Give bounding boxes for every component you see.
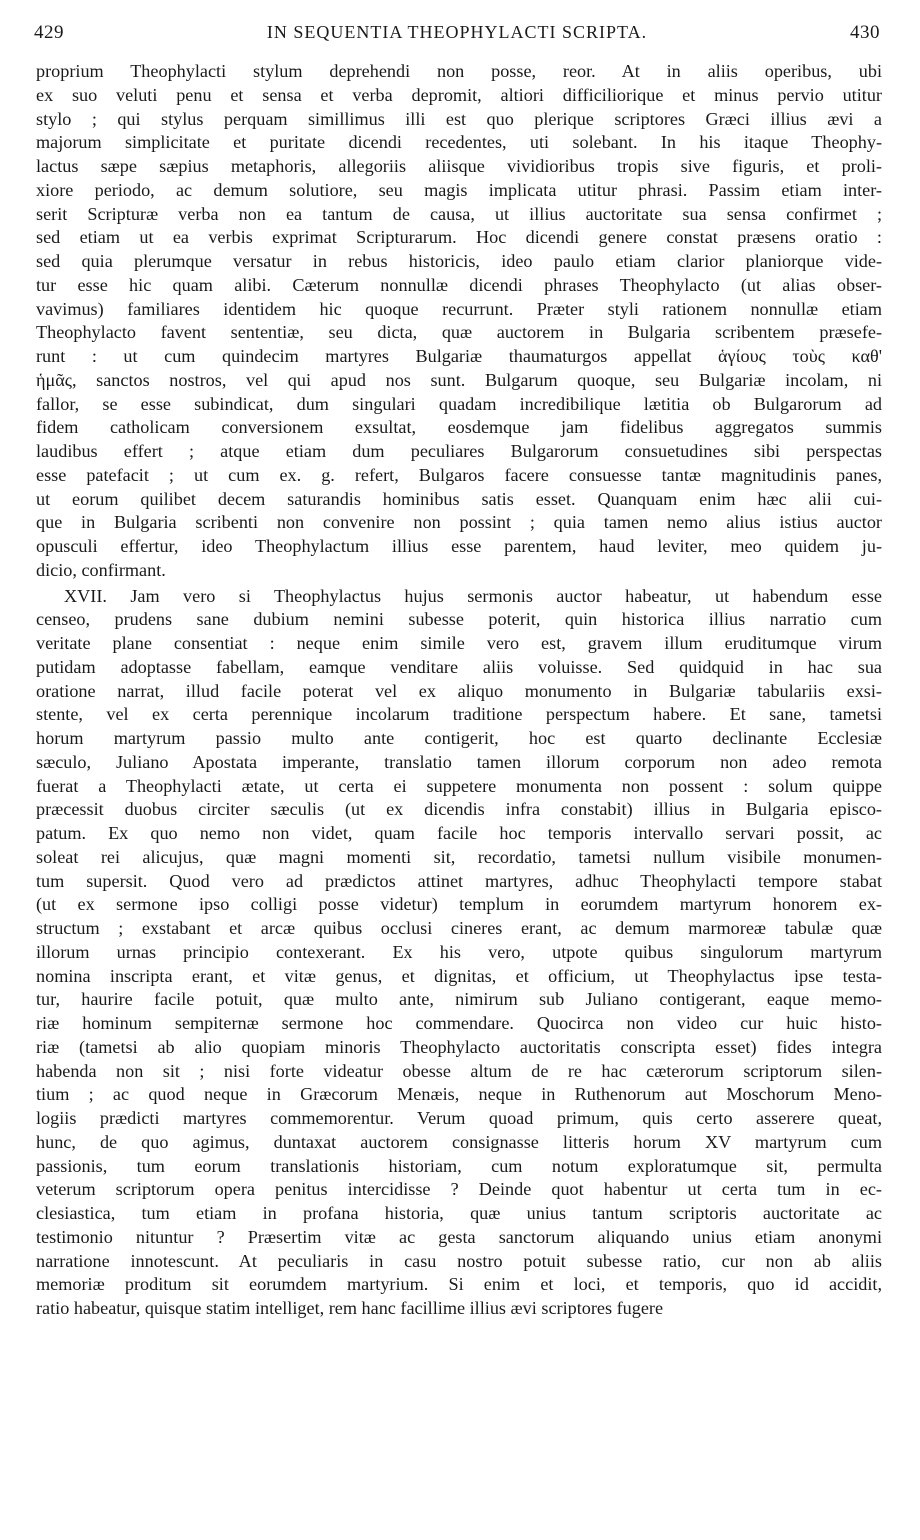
text-line: riæ hominum sempiternæ sermone hoc commendare. Quocirca non video cur huic histo- [36,1013,882,1033]
right-page-number: 430 [849,22,880,43]
text-line: patum. Ex quo nemo non videt, quam facile hoc temporis intervallo servari possit, ac [36,823,882,843]
text-line: ἡμᾶς, sanctos nostros, vel qui apud nos sunt. Bulgarum quoque, seu Bulgariæ incolam, ni [36,369,882,390]
text-line: runt : ut cum quindecim martyres Bulgariæ thaumaturgos appellat ἁγίους τοὺς καθ' [36,346,882,366]
text-line: narratione innotescunt. At peculiaris in casu nostro potuit subesse ratio, cur non ab aliis [36,1250,882,1271]
text-line: tur, haurire facile potuit, quæ multo ante, nimirum sub Juliano contigerant, eaque memo- [36,989,882,1010]
text-line: fuerat a Theophylacti ætate, ut certa ei suppetere monumenta non possent : solum quippe [36,775,882,796]
text-line: serit Scripturæ verba non ea tantum de causa, ut illius auctoritate sua sensa confirmet ; [36,203,882,224]
text-line: tur esse hic quam alibi. Cæterum nonnullæ dicendi phrases Theophylacto (ut alias obser- [36,274,882,295]
text-line: putidam adoptasse fabellam, eamque venditare aliis voluisse. Sed quidquid in hac sua [36,656,882,677]
text-line: laudibus effert ; atque etiam dum peculiares Bulgarorum consuetudines sibi perspectas [36,441,882,461]
text-line: testimonio nituntur ? Præsertim vitæ ac gesta sanctorum aliquando unius etiam anonymi [36,1226,882,1247]
text-line: tium ; ac quod neque in Græcorum Menæis, neque in Ruthenorum aut Moschorum Meno- [36,1084,882,1105]
text-line: ut eorum quilibet decem saturandis hominibus satis esset. Quanquam enim hæc alii cui- [36,488,882,509]
text-line: structum ; exstabant et arcæ quibus occlusi cineres erant, ac demum marmoreæ tabulæ quæ [36,918,882,938]
paragraph-1 [36,60,882,583]
text-line: illorum urnas principio contexerant. Ex his vero, utpote quibus singulorum martyrum [36,941,882,962]
text-line: XVII. Jam vero si Theophylactus hujus sermonis auctor habeatur, ut habendum esse [64,585,882,606]
text-line: proprium Theophylacti stylum deprehendi non posse, reor. At in aliis operibus, ubi [36,61,882,81]
text-line: veterum scriptorum opera penitus intercidisse ? Deinde quot habentur ut certa tum in ec- [36,1179,882,1200]
text-line: esse patefacit ; ut cum ex. g. refert, Bulgaros facere consuesse tantæ magnitudinis panes, [36,464,882,485]
text-line: xiore periodo, ac demum solutiore, seu magis implicata utitur phrasi. Passim etiam inter- [36,179,882,200]
running-header [34,22,880,52]
text-line: soleat rei alicujus, quæ magni momenti sit, recordatio, tametsi nullum visibile monumen- [36,846,882,867]
text-line: clesiastica, tum etiam in profana historia, quæ unius tantum scriptoris auctoritate ac [36,1203,882,1223]
text-line: sed quia plerumque versatur in rebus historicis, ideo paulo etiam clarior planiorque vide- [36,251,882,271]
text-line: fallor, se esse subindicat, dum singulari quadam incredibilique lætitia ob Bulgarorum ad [36,393,882,414]
text-line: præcessit duobus circiter sæculis (ut ex dicendis infra constabit) illius in Bulgaria episco- [36,799,882,820]
text-line: majorum simplicitate et puritate dicendi recedentes, uti solebant. In his itaque Theophy- [36,132,882,153]
text-line: sæculo, Juliano Apostata imperante, translatio tamen illorum corporum non adeo remota [36,751,882,772]
text-line: opusculi effertur, ideo Theophylactum illius esse parentem, haud leviter, meo quidem ju- [36,536,882,556]
text-line: censeo, prudens sane dubium nemini subesse poterit, quin historica illius narratio cum [36,609,882,630]
running-title: IN SEQUENTIA THEOPHYLACTI SCRIPTA. [266,22,648,42]
text-line: stente, vel ex certa perennique incolarum traditione perspectum habere. Et sane, tametsi [36,704,882,725]
left-page-number: 429 [34,22,64,43]
text-line: memoriæ proditum sit eorumdem martyrium. Si enim et loci, et temporis, quo id accidit, [36,1274,882,1295]
text-line: passionis, tum eorum translationis historiam, cum notum exploratumque sit, permulta [36,1155,882,1176]
text-line: fidem catholicam conversionem exsultat, eosdemque jam fidelibus aggregatos summis [36,417,882,438]
text-line: nomina inscripta erant, et vitæ genus, et dignitas, et officium, ut Theophylactus ipse testa- [36,965,882,986]
paragraph-2 [36,585,882,1321]
text-line: lactus sæpe sæpius metaphoris, allegoriis aliisque vividioribus tropis sive figuris, et proli- [36,156,882,176]
text-line: tum supersit. Quod vero ad prædictos attinet martyres, adhuc Theophylacti tempore stabat [36,870,882,891]
text-line: oratione narrat, illud facile poterat vel ex aliquo monumento in Bulgariæ tabulariis exsi- [36,680,882,701]
text-line: sed etiam ut ea verbis exprimat Scripturarum. Hoc dicendi genere constat præsens oratio : [36,227,882,248]
text-line: veritate plane consentiat : neque enim simile vero est, gravem illum eruditumque virum [36,633,882,653]
text-line: ratio habeatur, quisque statim intelliget, rem hanc facillime illius ævi scriptores fugere [36,1298,664,1318]
text-line: logiis prædicti martyres commemorentur. Verum quoad primum, quis certo asserere queat, [36,1108,882,1128]
text-line: habenda non sit ; nisi forte videatur obesse altum de re hac cæterorum scriptorum silen- [36,1060,882,1081]
body-text [36,60,882,1321]
text-line: horum martyrum passio multo ante contigerit, hoc est quarto declinante Ecclesiæ [36,728,882,748]
text-line: stylo ; qui stylus perquam simillimus illi est quo plerique scriptores Græci illius ævi a [36,108,882,129]
text-line: dicio, confirmant. [36,559,166,580]
text-line: vavimus) familiares identidem hic quoque recurrunt. Præter styli rationem nonnullæ etiam [36,298,882,319]
text-line: Theophylacto favent sententiæ, seu dicta, quæ auctorem in Bulgaria scribentem præsefe- [36,322,882,343]
text-line: que in Bulgaria scribenti non convenire non possint ; quia tamen nemo alius istius auctor [36,512,882,533]
text-line: ex suo veluti penu et sensa et verba depromit, altiori difficiliorique et minus pervio utitur [36,84,882,105]
text-line: hunc, de quo agimus, duntaxat auctorem consignasse litteris horum XV martyrum cum [36,1131,882,1152]
text-line: (ut ex sermone ipso colligi posse videtur) templum in eorumdem martyrum honorem ex- [36,894,882,915]
text-line: riæ (tametsi ab alio quopiam minoris Theophylacto auctoritatis conscripta esset) fides integra [36,1036,882,1057]
